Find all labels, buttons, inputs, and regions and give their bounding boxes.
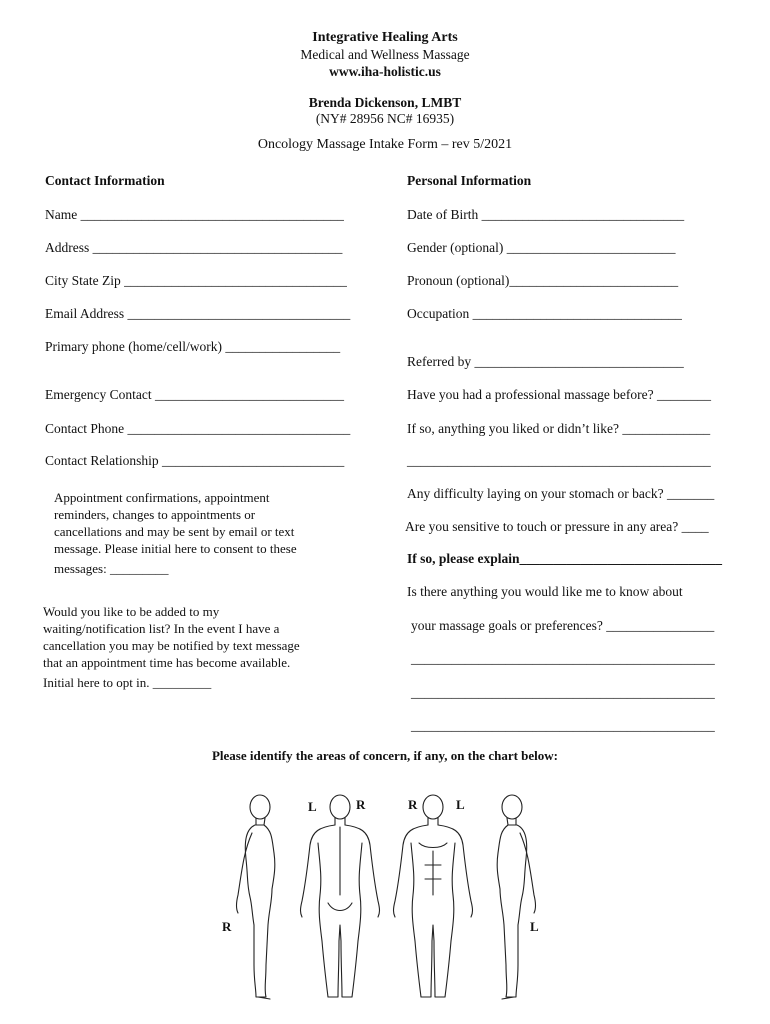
sensitivity-field[interactable]: Are you sensitive to touch or pressure in any area? ____ [405, 519, 709, 534]
liked-field[interactable]: If so, anything you liked or didn’t like? _____________ [407, 421, 711, 436]
website: www.iha-holistic.us [329, 64, 441, 79]
side-view-figure-left [237, 795, 275, 999]
pronoun-field[interactable]: Pronoun (optional)_________________________ [407, 273, 679, 288]
form-title: Oncology Massage Intake Form – rev 5/2021 [257, 137, 513, 152]
waitlist-line: Would you like to be added to my [43, 604, 220, 619]
prior-massage-field[interactable]: Have you had a professional massage before? ________ [407, 387, 712, 402]
explain-field[interactable]: If so, please explain______________________________ [407, 551, 723, 566]
back-L-label: L [308, 799, 317, 814]
back-R-label: R [356, 797, 366, 812]
side-right-L-label: L [530, 919, 539, 934]
license-numbers: (NY# 28956 NC# 16935) [315, 111, 455, 126]
waitlist-line: cancellation you may be notified by text message [43, 638, 300, 653]
personal-heading: Personal Information [407, 173, 532, 188]
consent-line: cancellations and may be sent by email or text [54, 524, 295, 539]
consent-line: reminders, changes to appointments or [54, 507, 256, 522]
waitlist-line: that an appointment time has become available. [43, 655, 291, 670]
referred-by-field[interactable]: Referred by _______________________________ [407, 354, 684, 369]
occupation-field[interactable]: Occupation _______________________________ [407, 306, 682, 321]
answer-line[interactable]: _____________________________________________ [411, 718, 715, 733]
contact-phone-field[interactable]: Contact Phone _________________________________ [45, 421, 351, 436]
contact-relationship-field[interactable]: Contact Relationship ___________________________ [45, 453, 345, 468]
front-view-figure [394, 795, 473, 997]
waitlist-line: waiting/notification list? In the event I have a [43, 621, 280, 636]
consent-initial-field[interactable]: messages: _________ [54, 561, 169, 576]
primary-phone-field[interactable]: Primary phone (home/cell/work) _________________ [45, 339, 341, 354]
liked-answer-line[interactable]: _____________________________________________ [407, 453, 711, 468]
consent-line: Appointment confirmations, appointment [54, 490, 270, 505]
answer-line[interactable]: _____________________________________________ [411, 651, 715, 666]
gender-field[interactable]: Gender (optional) _________________________ [407, 240, 676, 255]
consent-line: message. Please initial here to consent to these [54, 541, 297, 556]
waitlist-initial-field[interactable]: Initial here to opt in. _________ [43, 675, 212, 690]
side-view-figure-right [497, 795, 535, 999]
stomach-difficulty-field[interactable]: Any difficulty laying on your stomach or back? _______ [407, 486, 715, 501]
address-field[interactable]: Address _____________________________________ [45, 240, 343, 255]
contact-heading: Contact Information [45, 173, 165, 188]
front-R-label: R [408, 797, 418, 812]
back-view-figure [301, 795, 380, 997]
side-left-R-label: R [222, 919, 232, 934]
anything-else-label: Is there anything you would like me to know about [407, 584, 683, 599]
front-L-label: L [456, 797, 465, 812]
emergency-contact-field[interactable]: Emergency Contact ____________________________ [45, 387, 344, 402]
answer-line[interactable]: _____________________________________________ [411, 685, 715, 700]
org-tagline: Medical and Wellness Massage [300, 47, 470, 62]
goals-field[interactable]: your massage goals or preferences? ________________ [411, 618, 715, 633]
email-field[interactable]: Email Address _________________________________ [45, 306, 351, 321]
org-name: Integrative Healing Arts [312, 30, 458, 45]
city-state-zip-field[interactable]: City State Zip _________________________________ [45, 273, 347, 288]
chart-instruction: Please identify the areas of concern, if any, on the chart below: [211, 748, 559, 763]
body-chart[interactable] [200, 785, 570, 1007]
therapist-name: Brenda Dickenson, LMBT [308, 95, 462, 110]
waitlist-paragraph [43, 603, 300, 691]
consent-paragraph [54, 489, 297, 577]
name-field[interactable]: Name _______________________________________ [45, 207, 344, 222]
dob-field[interactable]: Date of Birth ______________________________ [407, 207, 685, 222]
